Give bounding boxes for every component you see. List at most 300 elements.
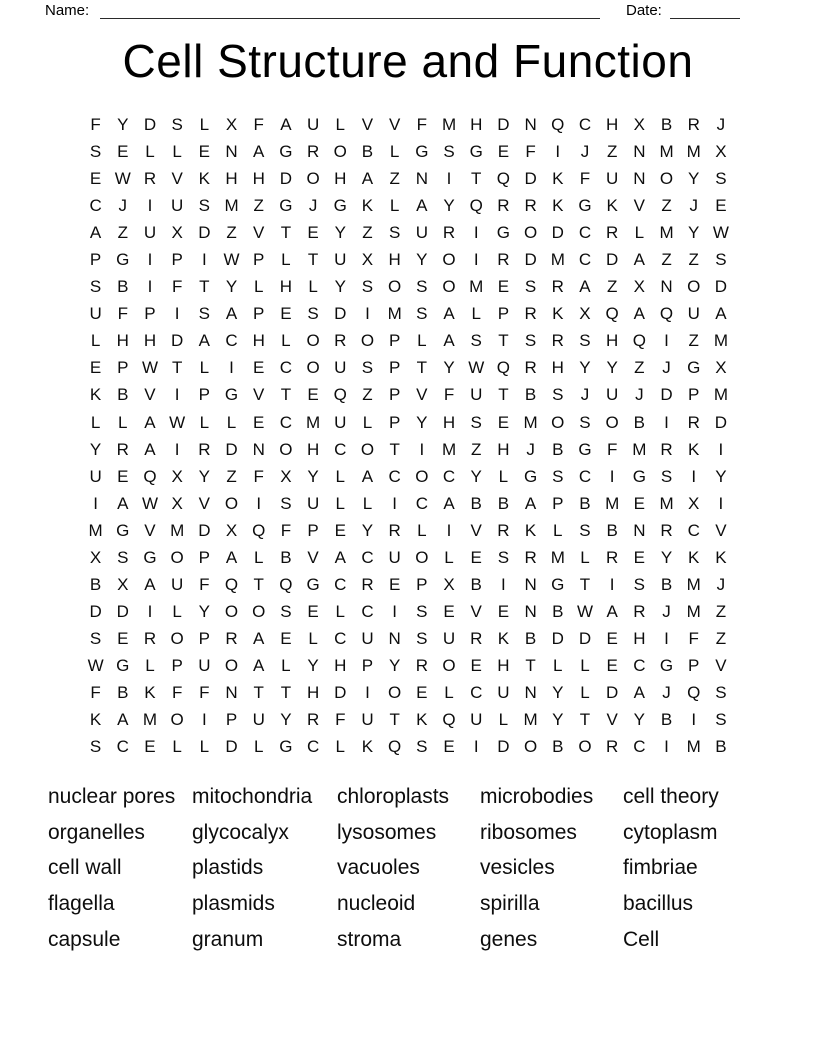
grid-cell: T xyxy=(525,655,536,675)
grid-cell: L xyxy=(498,710,509,730)
grid-cell: X xyxy=(280,466,292,486)
grid-cell: V xyxy=(388,115,401,134)
grid-cell: U xyxy=(171,196,184,216)
grid-cell: I xyxy=(555,142,561,162)
grid-cell: S xyxy=(89,277,102,297)
grid-cell: G xyxy=(224,385,239,405)
grid-cell: Y xyxy=(307,466,319,486)
grid-cell: I xyxy=(174,304,180,324)
grid-cell: M xyxy=(659,223,674,243)
grid-cell: E xyxy=(89,358,102,378)
grid-cell: L xyxy=(308,628,318,648)
grid-cell: L xyxy=(281,655,291,675)
grid-cell: N xyxy=(524,115,537,134)
grid-cell: R xyxy=(606,547,619,567)
word-list xyxy=(0,779,816,964)
grid-cell: O xyxy=(306,331,320,351)
grid-cell: L xyxy=(172,737,182,757)
grid-cell: K xyxy=(552,169,564,189)
grid-cell: I xyxy=(201,710,207,730)
grid-cell: P xyxy=(552,493,564,513)
grid-cell: A xyxy=(89,223,102,243)
grid-cell: W xyxy=(223,250,240,270)
grid-cell: Z xyxy=(688,250,699,270)
grid-cell: C xyxy=(225,331,238,351)
grid-cell: K xyxy=(715,547,727,567)
grid-cell: V xyxy=(470,520,482,540)
grid-cell: U xyxy=(361,710,374,730)
grid-cell: I xyxy=(147,196,153,216)
grid-cell: O xyxy=(659,169,674,189)
grid-cell: I xyxy=(609,466,615,486)
grid-cell: M xyxy=(523,710,538,730)
grid-cell: B xyxy=(361,142,374,162)
grid-cell: G xyxy=(687,358,701,378)
grid-cell: K xyxy=(497,628,510,648)
grid-cell: J xyxy=(689,196,698,216)
grid-cell: L xyxy=(335,493,346,513)
grid-cell: X xyxy=(171,466,183,486)
grid-cell: E xyxy=(388,574,401,594)
grid-cell: U xyxy=(198,655,211,675)
grid-cell: X xyxy=(633,115,646,134)
grid-cell: Z xyxy=(606,142,618,162)
grid-cell: I xyxy=(147,250,153,270)
grid-cell: M xyxy=(632,439,647,459)
grid-cell: Q xyxy=(605,304,619,324)
grid-cell: H xyxy=(497,655,510,675)
grid-cell: S xyxy=(416,277,428,297)
grid-cell: K xyxy=(198,169,211,189)
grid-cell: P xyxy=(688,385,700,405)
grid-cell: J xyxy=(580,142,590,162)
grid-cell: Q xyxy=(496,169,511,189)
grid-cell: S xyxy=(633,574,646,594)
grid-cell: M xyxy=(686,737,701,757)
grid-cell: H xyxy=(442,412,456,432)
grid-cell: L xyxy=(281,331,291,351)
grid-cell: A xyxy=(253,142,265,162)
grid-cell: N xyxy=(225,682,238,702)
grid-cell: D xyxy=(714,412,728,432)
grid-cell: A xyxy=(633,250,646,270)
grid-cell: I xyxy=(446,520,452,540)
word-list-item: genes xyxy=(480,927,538,951)
grid-cell: F xyxy=(335,710,346,730)
grid-cell: H xyxy=(116,331,129,351)
grid-cell: X xyxy=(225,115,238,134)
grid-cell: T xyxy=(280,385,292,405)
grid-cell: P xyxy=(144,304,156,324)
grid-cell: S xyxy=(307,304,319,324)
grid-cell: Y xyxy=(606,358,618,378)
grid-cell: A xyxy=(280,115,292,134)
grid-cell: T xyxy=(307,250,319,270)
grid-cell: L xyxy=(553,520,563,540)
grid-cell: B xyxy=(579,493,591,513)
grid-cell: W xyxy=(141,493,158,513)
grid-cell: B xyxy=(524,628,537,648)
grid-cell: K xyxy=(144,682,156,702)
grid-cell: S xyxy=(89,142,102,162)
grid-cell: F xyxy=(199,574,210,594)
grid-cell: L xyxy=(335,466,346,486)
grid-cell: P xyxy=(388,358,401,378)
grid-cell: B xyxy=(117,385,129,405)
grid-cell: X xyxy=(715,142,727,162)
grid-cell: T xyxy=(171,358,183,378)
grid-cell: V xyxy=(144,385,156,405)
grid-cell: S xyxy=(443,142,455,162)
grid-cell: I xyxy=(365,304,370,324)
grid-cell: F xyxy=(443,385,455,405)
grid-cell: F xyxy=(525,142,536,162)
grid-cell: O xyxy=(442,655,456,675)
grid-cell: Y xyxy=(89,439,102,459)
grid-cell: X xyxy=(171,493,183,513)
grid-cell: O xyxy=(388,682,402,702)
grid-cell: H xyxy=(606,115,619,134)
grid-cell: S xyxy=(579,412,591,432)
grid-cell: K xyxy=(89,385,102,405)
grid-cell: R xyxy=(606,223,619,243)
grid-cell: P xyxy=(225,710,238,730)
grid-cell: E xyxy=(470,655,482,675)
grid-cell: S xyxy=(416,304,428,324)
grid-cell: R xyxy=(225,628,238,648)
grid-cell: U xyxy=(306,115,320,134)
grid-cell: R xyxy=(687,412,700,432)
grid-cell: T xyxy=(253,682,264,702)
grid-cell: S xyxy=(552,385,564,405)
grid-cell: H xyxy=(470,115,483,134)
grid-cell: Z xyxy=(471,439,482,459)
grid-cell: I xyxy=(473,223,479,243)
grid-cell: E xyxy=(117,628,129,648)
grid-cell: X xyxy=(361,250,374,270)
word-list-item: plasmids xyxy=(192,892,275,916)
grid-cell: Q xyxy=(388,737,402,757)
grid-cell: X xyxy=(579,304,591,324)
grid-cell: O xyxy=(224,601,239,621)
grid-cell: I xyxy=(691,710,697,730)
grid-cell: A xyxy=(524,493,537,513)
grid-cell: F xyxy=(117,304,128,324)
grid-cell: B xyxy=(117,682,129,702)
grid-cell: I xyxy=(664,737,669,757)
grid-cell: I xyxy=(147,277,153,297)
grid-cell: O xyxy=(360,331,375,351)
grid-cell: G xyxy=(523,466,538,486)
grid-cell: N xyxy=(388,628,401,648)
grid-cell: I xyxy=(174,439,180,459)
grid-cell: U xyxy=(415,223,428,243)
grid-cell: M xyxy=(686,574,701,594)
grid-cell: I xyxy=(392,493,398,513)
grid-cell: I xyxy=(446,169,452,189)
grid-cell: B xyxy=(715,737,727,757)
word-list-item: vacuoles xyxy=(337,856,420,880)
grid-cell: Z xyxy=(661,250,672,270)
grid-cell: M xyxy=(713,331,728,351)
grid-cell: J xyxy=(716,115,726,134)
grid-cell: H xyxy=(252,169,265,189)
grid-cell: K xyxy=(688,547,700,567)
grid-cell: L xyxy=(362,493,373,513)
grid-cell: Y xyxy=(198,466,211,486)
grid-cell: I xyxy=(93,493,98,513)
grid-cell: V xyxy=(253,385,265,405)
grid-cell: U xyxy=(687,304,700,324)
grid-cell: L xyxy=(90,331,101,351)
grid-cell: B xyxy=(470,574,482,594)
grid-cell: P xyxy=(253,250,265,270)
grid-cell: Y xyxy=(307,655,319,675)
grid-cell: C xyxy=(279,412,293,432)
grid-cell: E xyxy=(497,277,510,297)
grid-cell: A xyxy=(225,304,238,324)
grid-cell: A xyxy=(361,169,374,189)
grid-cell: S xyxy=(660,466,673,486)
grid-cell: S xyxy=(117,547,129,567)
grid-cell: S xyxy=(715,682,727,702)
grid-cell: Y xyxy=(117,115,129,134)
grid-cell: L xyxy=(308,277,318,297)
grid-cell: B xyxy=(633,412,646,432)
grid-cell: Z xyxy=(226,223,237,243)
grid-cell: N xyxy=(660,277,673,297)
grid-cell: S xyxy=(361,277,374,297)
grid-cell: P xyxy=(171,250,183,270)
grid-cell: I xyxy=(419,439,425,459)
grid-cell: X xyxy=(225,520,238,540)
grid-cell: H xyxy=(143,331,157,351)
grid-cell: G xyxy=(116,250,130,270)
grid-cell: L xyxy=(335,737,346,757)
grid-cell: R xyxy=(606,737,619,757)
grid-cell: H xyxy=(306,682,320,702)
grid-cell: N xyxy=(524,601,537,621)
grid-cell: R xyxy=(524,196,537,216)
grid-cell: I xyxy=(664,628,669,648)
grid-cell: R xyxy=(660,520,673,540)
grid-cell: S xyxy=(470,331,482,351)
grid-cell: Z xyxy=(606,277,618,297)
grid-cell: E xyxy=(443,601,455,621)
date-label: Date: xyxy=(626,2,662,19)
grid-cell: V xyxy=(171,169,183,189)
grid-cell: J xyxy=(526,439,535,459)
grid-cell: O xyxy=(224,493,239,513)
grid-cell: C xyxy=(334,574,347,594)
grid-cell: U xyxy=(334,412,347,432)
grid-cell: H xyxy=(334,655,347,675)
grid-cell: G xyxy=(279,737,293,757)
grid-cell: E xyxy=(307,601,319,621)
grid-cell: L xyxy=(444,547,454,567)
grid-cell: R xyxy=(388,520,401,540)
grid-cell: I xyxy=(691,466,697,486)
word-list-item: ribosomes xyxy=(480,820,577,844)
grid-cell: R xyxy=(633,601,646,621)
grid-cell: H xyxy=(633,628,646,648)
grid-cell: M xyxy=(441,115,457,134)
grid-cell: B xyxy=(470,493,482,513)
grid-cell: N xyxy=(633,169,646,189)
grid-cell: L xyxy=(362,412,373,432)
grid-cell: G xyxy=(632,466,646,486)
word-list-item: plastids xyxy=(192,856,264,880)
grid-cell: M xyxy=(713,385,728,405)
grid-cell: T xyxy=(416,358,428,378)
grid-cell: U xyxy=(361,628,374,648)
grid-cell: R xyxy=(470,628,483,648)
grid-cell: Q xyxy=(224,574,239,594)
grid-cell: A xyxy=(144,439,156,459)
grid-cell: S xyxy=(416,737,428,757)
grid-cell: U xyxy=(470,385,483,405)
grid-cell: G xyxy=(415,142,429,162)
grid-cell: U xyxy=(388,547,401,567)
grid-cell: U xyxy=(89,466,102,486)
grid-cell: O xyxy=(523,737,538,757)
grid-cell: E xyxy=(443,737,455,757)
grid-cell: R xyxy=(143,628,157,648)
grid-cell: I xyxy=(174,385,180,405)
word-list-item: nucleoid xyxy=(337,892,416,916)
grid-cell: D xyxy=(524,169,537,189)
grid-cell: U xyxy=(470,710,483,730)
grid-cell: Q xyxy=(279,574,293,594)
grid-cell: F xyxy=(606,439,618,459)
grid-cell: M xyxy=(469,277,484,297)
grid-cell: C xyxy=(578,466,592,486)
grid-cell: S xyxy=(579,331,591,351)
grid-cell: I xyxy=(473,737,479,757)
grid-cell: L xyxy=(335,115,346,134)
grid-cell: G xyxy=(116,655,130,675)
grid-cell: Z xyxy=(253,196,264,216)
grid-cell: F xyxy=(253,115,264,134)
grid-cell: E xyxy=(253,358,265,378)
grid-cell: I xyxy=(201,250,207,270)
grid-cell: Y xyxy=(198,601,211,621)
word-list-item: cell theory xyxy=(623,785,719,808)
grid-cell: A xyxy=(633,682,646,702)
grid-cell: X xyxy=(89,547,102,567)
date-blank-line xyxy=(670,0,740,19)
grid-cell: P xyxy=(388,412,401,432)
grid-cell: P xyxy=(688,655,700,675)
grid-cell: O xyxy=(224,655,239,675)
grid-cell: E xyxy=(89,169,102,189)
grid-cell: A xyxy=(198,331,211,351)
grid-cell: D xyxy=(660,385,673,405)
grid-cell: T xyxy=(471,169,482,189)
grid-cell: L xyxy=(580,655,590,675)
grid-cell: B xyxy=(552,737,564,757)
grid-cell: O xyxy=(306,169,320,189)
grid-cell: R xyxy=(415,655,428,675)
grid-cell: G xyxy=(333,196,347,216)
grid-cell: L xyxy=(199,412,210,432)
grid-cell: O xyxy=(279,439,293,459)
grid-cell: R xyxy=(497,250,510,270)
grid-cell: U xyxy=(606,385,619,405)
grid-cell: D xyxy=(551,628,564,648)
grid-cell: E xyxy=(144,737,156,757)
grid-cell: S xyxy=(416,628,428,648)
grid-cell: Z xyxy=(661,196,672,216)
grid-cell: O xyxy=(687,277,701,297)
grid-cell: F xyxy=(171,277,183,297)
grid-cell: D xyxy=(714,277,728,297)
grid-cell: G xyxy=(279,142,293,162)
grid-cell: E xyxy=(633,547,646,567)
grid-cell: D xyxy=(334,682,347,702)
grid-cell: K xyxy=(552,304,564,324)
grid-cell: P xyxy=(416,574,428,594)
grid-cell: Y xyxy=(280,710,292,730)
grid-cell: Z xyxy=(715,628,727,648)
grid-cell: O xyxy=(415,466,429,486)
grid-cell: C xyxy=(279,358,293,378)
grid-cell: Z xyxy=(362,223,373,243)
grid-cell: P xyxy=(171,655,183,675)
grid-cell: D xyxy=(89,601,102,621)
grid-cell: U xyxy=(606,169,619,189)
grid-cell: I xyxy=(501,574,506,594)
grid-cell: Q xyxy=(252,520,266,540)
grid-cell: E xyxy=(715,196,727,216)
grid-cell: A xyxy=(443,493,455,513)
grid-cell: M xyxy=(550,250,565,270)
grid-cell: P xyxy=(198,547,211,567)
grid-cell: Y xyxy=(470,466,482,486)
grid-cell: G xyxy=(143,547,157,567)
grid-cell: F xyxy=(199,682,210,702)
grid-cell: E xyxy=(416,682,428,702)
worksheet-title: Cell Structure and Function xyxy=(122,35,694,87)
grid-cell: L xyxy=(389,142,400,162)
grid-cell: E xyxy=(280,304,292,324)
grid-cell: L xyxy=(281,250,291,270)
grid-cell: E xyxy=(497,601,510,621)
grid-cell: G xyxy=(578,439,592,459)
grid-cell: I xyxy=(609,574,615,594)
grid-cell: D xyxy=(606,682,619,702)
grid-cell: A xyxy=(117,493,129,513)
grid-cell: Q xyxy=(632,331,646,351)
grid-cell: T xyxy=(280,223,292,243)
grid-cell: D xyxy=(497,115,510,134)
grid-cell: P xyxy=(253,304,265,324)
grid-cell: D xyxy=(524,250,537,270)
grid-cell: V xyxy=(307,547,319,567)
word-list-column xyxy=(480,779,593,957)
grid-cell: B xyxy=(552,439,564,459)
grid-cell: G xyxy=(578,196,592,216)
grid-cell: S xyxy=(198,304,211,324)
grid-cell: P xyxy=(117,358,129,378)
grid-cell: D xyxy=(551,223,564,243)
grid-cell: W xyxy=(468,358,485,378)
grid-cell: A xyxy=(144,574,156,594)
grid-cell: M xyxy=(142,710,158,730)
grid-cell: P xyxy=(497,304,510,324)
grid-cell: O xyxy=(252,601,266,621)
grid-cell: V xyxy=(715,520,727,540)
